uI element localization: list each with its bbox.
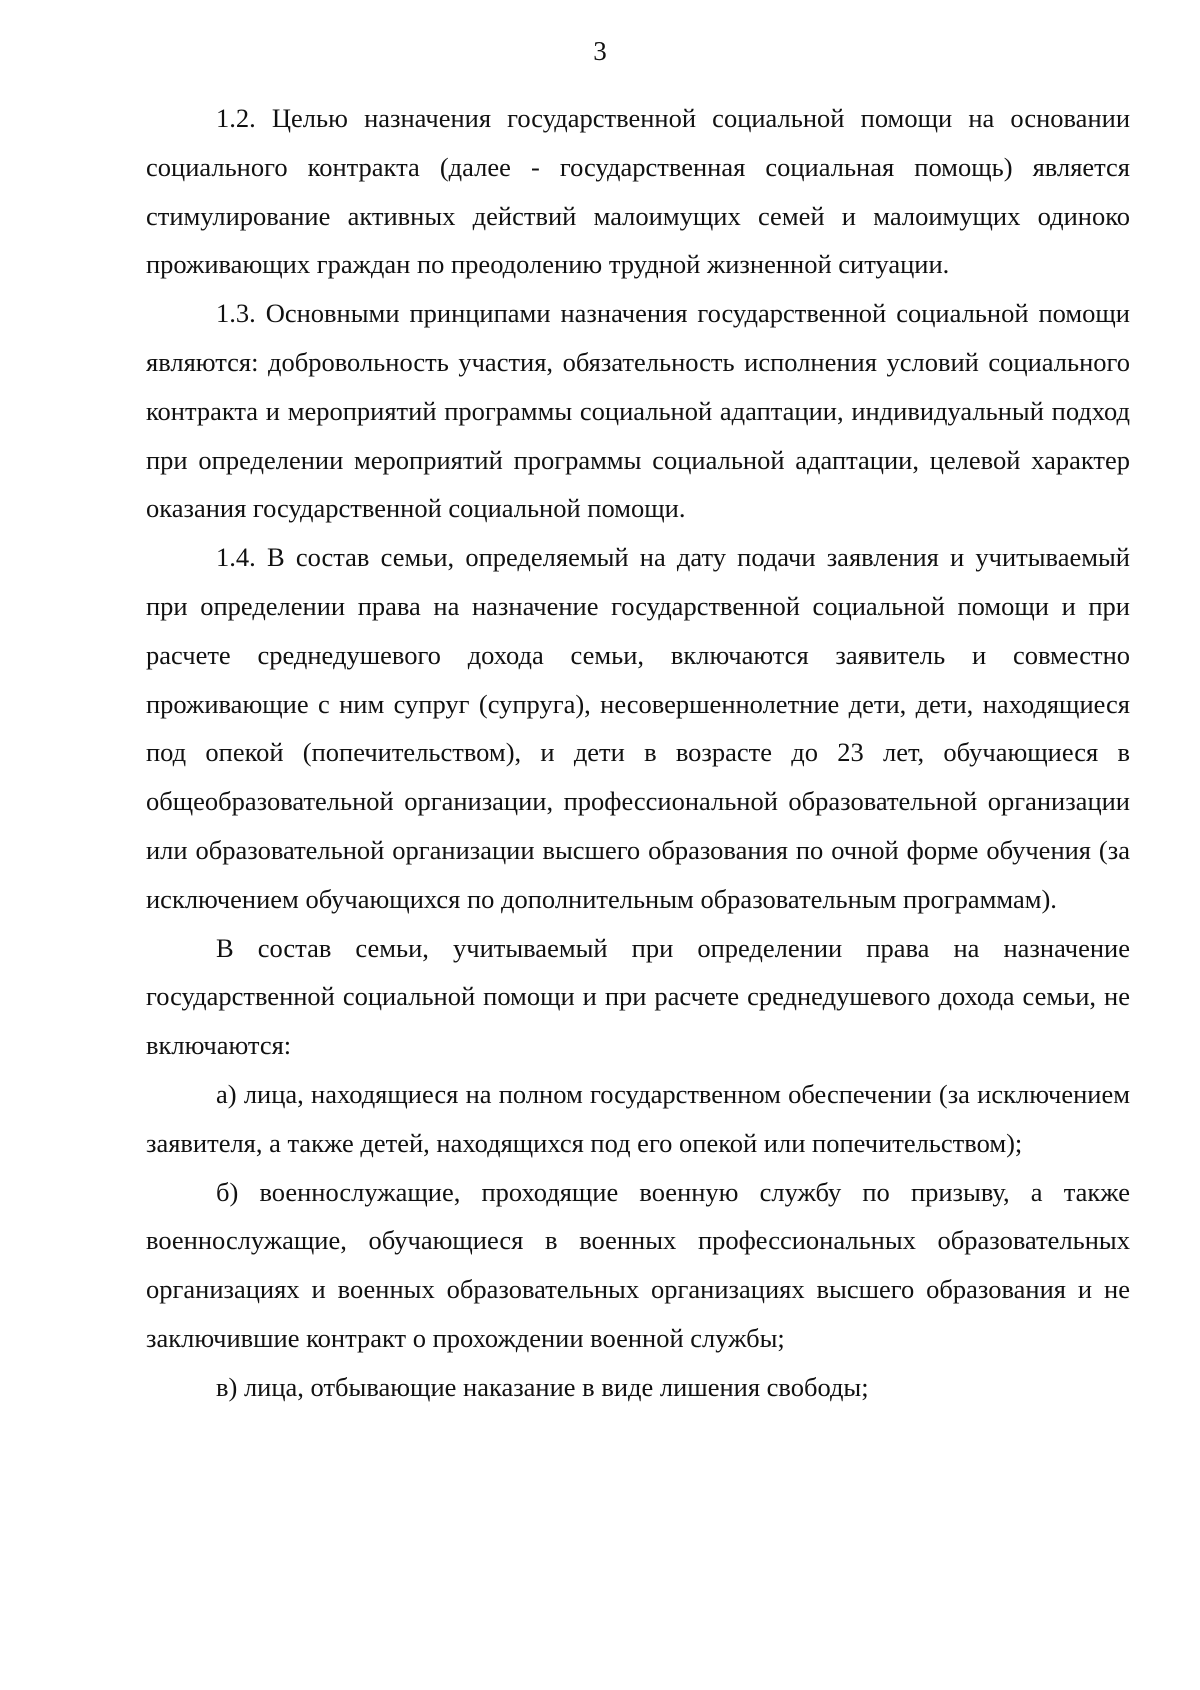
document-body — [146, 94, 1130, 1412]
list-item-b: б) военнослужащие, проходящие военную службу по призыву, а также военнослужащие, обучающиеся в военных профессиональных образовательных организациях и военных образовательных организациях высшего образования и не заключившие контракт о прохождении военной службы; — [146, 1176, 1130, 1353]
paragraph-1-2: 1.2. Целью назначения государственной социальной помощи на основании социального контракта (далее - государственная социальная помощь) является стимулирование активных действий малоимущих семей и малоимущих одиноко проживающих граждан по преодолению трудной жизненной ситуации. — [146, 103, 1130, 280]
list-item-a: а) лица, находящиеся на полном государственном обеспечении (за исключением заявителя, а также детей, находящихся под его опекой или попечительством); — [146, 1078, 1130, 1158]
paragraph-1-3: 1.3. Основными принципами назначения государственной социальной помощи являются: добровольность участия, обязательность исполнения условий социального контракта и мероприятий программы социальной адаптации, индивидуальный подход при определении мероприятий программы социальной адаптации, целевой характер оказания государственной социальной помощи. — [146, 298, 1130, 524]
paragraph-1-4: 1.4. В состав семьи, определяемый на дату подачи заявления и учитываемый при определении права на назначение государственной социальной помощи и при расчете среднедушевого дохода семьи, включаются заявитель и совместно проживающие с ним супруг (супруга), несовершеннолетние дети, дети, находящиеся под опекой (попечительством), и дети в возрасте до 23 лет, обучающиеся в общеобразовательной организации, профессиональной образовательной организации или образовательной организации высшего образования по очной форме обучения (за исключением обучающихся по дополнительным образовательным программам). — [146, 542, 1130, 914]
paragraph-family-exclusions-intro: В состав семьи, учитываемый при определении права на назначение государственной социальной помощи и при расчете среднедушевого дохода семьи, не включаются: — [146, 932, 1130, 1061]
page-number: 3 — [593, 36, 607, 66]
list-item-v: в) лица, отбывающие наказание в виде лишения свободы; — [216, 1371, 869, 1402]
